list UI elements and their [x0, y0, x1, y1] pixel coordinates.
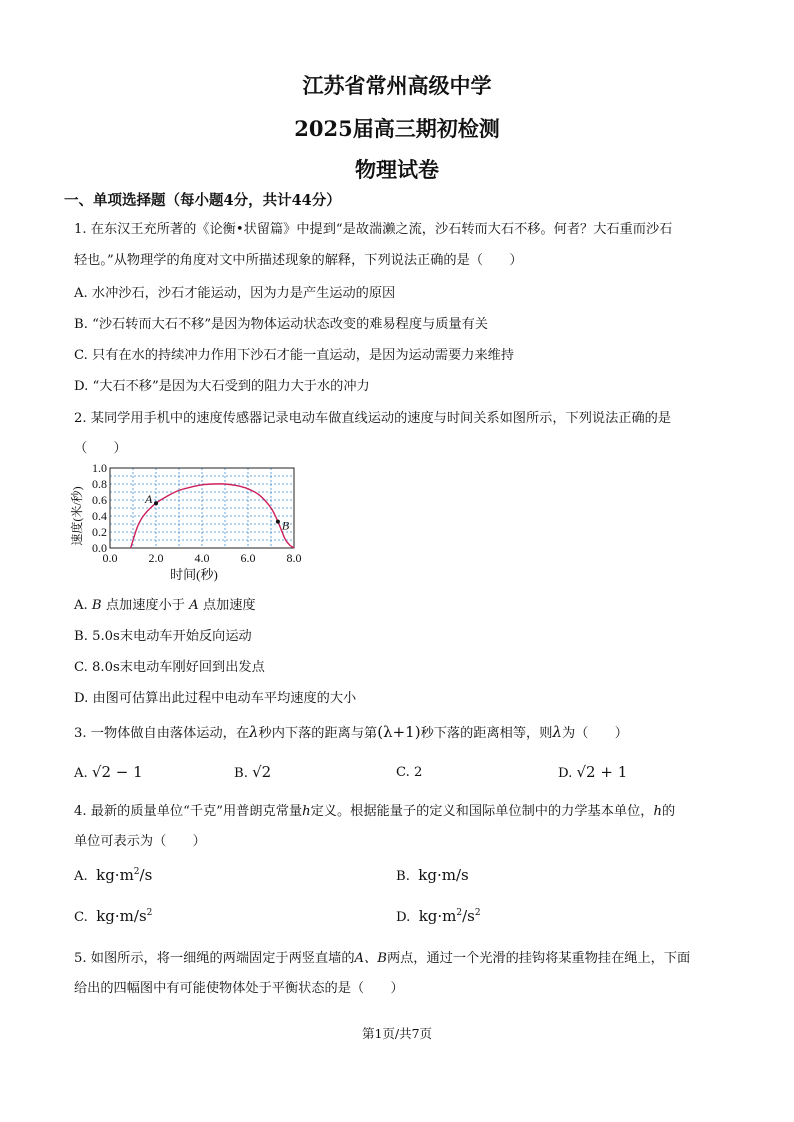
q3-stem-a: 3. 一物体做自由落体运动，在 [74, 726, 250, 741]
q3-option-d-label: D. [558, 766, 573, 781]
x-tick-label: 8.0 [286, 551, 302, 565]
subject-title: 物理试卷 [355, 157, 439, 182]
point-b [276, 520, 280, 524]
q5-stem-line1 [74, 947, 690, 966]
point-label-a: A [145, 492, 153, 507]
q4-option-d-value: $kg\cdot m^2/s^2$ [418, 907, 481, 925]
q1-stem-line1: 1. 在东汉王充所著的《论衡•状留篇》中提到“是故湍濑之流，沙石转而大石不移。何者？大石重而沙石 [74, 222, 673, 237]
q4-option-a-value: $kg\cdot m^2/s$ [96, 866, 153, 884]
q4-option-b [396, 866, 469, 884]
q2-option-d: D. 由图可估算出此过程中电动车平均速度的大小 [74, 691, 357, 706]
q5-ab: A、B [354, 951, 387, 966]
q4-stem-line1 [74, 800, 675, 819]
velocity-time-chart [72, 460, 312, 584]
q3-option-a-value: √2 − 1 [91, 763, 143, 781]
q2-option-a-prefix: A. [74, 598, 92, 613]
y-axis-label: 速度(米/秒) [70, 486, 84, 546]
q3-stem-b: 秒内下落的距离与第 [258, 726, 378, 741]
y-tick-label: 0.0 [92, 541, 107, 555]
q4-option-b-label: B. [396, 869, 410, 884]
q4-h-2: h [653, 804, 662, 819]
q2-option-a-var1: B [91, 598, 102, 613]
q1-option-a: A. 水冲沙石，沙石才能运动，因为力是产生运动的原因 [74, 286, 396, 301]
page-footer: 第1页/共7页 [361, 1026, 433, 1041]
q4-option-c-label: C. [74, 910, 88, 925]
x-tick-label: 4.0 [194, 551, 210, 565]
school-title: 江苏省常州高级中学 [302, 73, 492, 98]
q3-lambda-2: λ [552, 723, 562, 741]
q4-option-d-label: D. [396, 910, 411, 925]
y-tick-label: 1.0 [92, 461, 107, 475]
q5-stem-b: 两点，通过一个光滑的挂钩将某重物挂在绳上，下面 [386, 951, 691, 966]
q4-stem-a: 4. 最新的质量单位“千克”用普朗克常量 [74, 804, 303, 819]
point-a [154, 501, 158, 505]
q2-option-c: C. 8.0s末电动车刚好回到出发点 [74, 660, 265, 675]
q2-option-b: B. 5.0s末电动车开始反向运动 [74, 629, 252, 644]
q3-option-d [558, 763, 627, 781]
y-tick-label: 0.8 [92, 477, 107, 491]
x-tick-label: 2.0 [148, 551, 164, 565]
q3-stem-d: 为（ ） [561, 726, 628, 741]
q4-option-c [74, 907, 152, 925]
q4-option-a-label: A. [74, 869, 88, 884]
q4-option-c-value: $kg\cdot m/s^2$ [96, 907, 153, 925]
q4-stem-b: 定义。根据能量子的定义和国际单位制中的力学基本单位， [310, 804, 654, 819]
y-tick-label: 0.2 [92, 525, 107, 539]
q3-option-d-value: √2 + 1 [576, 763, 628, 781]
q3-stem [74, 722, 628, 741]
x-tick-label: 0.0 [102, 551, 118, 565]
q1-option-d: D. “大石不移”是因为大石受到的阻力大于水的冲力 [74, 379, 370, 394]
section-heading: 一、单项选择题（每小题4分，共计44分） [64, 192, 341, 209]
q2-option-a-mid: 点加速度小于 [101, 598, 190, 613]
q2-option-a [74, 594, 256, 613]
q1-option-c: C. 只有在水的持续冲力作用下沙石才能一直运动，是因为运动需要力来维持 [74, 348, 515, 363]
x-axis-label: 时间(秒) [170, 567, 218, 582]
q3-paren: (λ+1) [377, 723, 421, 741]
q3-option-a-label: A. [74, 766, 88, 781]
q1-option-b: B. “沙石转而大石不移”是因为物体运动状态改变的难易程度与质量有关 [74, 317, 488, 332]
y-tick-label: 0.4 [92, 509, 107, 523]
q4-stem-line2: 单位可表示为（ ） [74, 834, 206, 849]
q4-stem-c: 的 [661, 804, 676, 819]
q2-stem-line1: 2. 某同学用手机中的速度传感器记录电动车做直线运动的速度与时间关系如图所示，下列说法正确的是 [74, 411, 672, 426]
x-tick-label: 6.0 [240, 551, 256, 565]
q5-stem-line2: 给出的四幅图中有可能使物体处于平衡状态的是（ ） [74, 981, 404, 996]
q5-stem-a: 5. 如图所示，将一细绳的两端固定于两竖直墙的 [74, 951, 355, 966]
q2-option-a-var2: A [189, 598, 199, 613]
q4-option-b-value: kg·m/s [418, 866, 469, 884]
q3-option-b-label: B. [234, 766, 248, 781]
exam-title: 2025届高三期初检测 [294, 116, 500, 141]
q2-stem-line2: （ ） [74, 441, 127, 456]
q3-option-c: C. 2 [396, 765, 423, 780]
q4-h: h [302, 804, 311, 819]
q3-lambda: λ [249, 723, 259, 741]
q2-option-a-post: 点加速度 [198, 598, 256, 613]
q4-option-a [74, 866, 152, 884]
q1-stem-line2: 轻也。”从物理学的角度对文中所描述现象的解释，下列说法正确的是（ ） [74, 253, 523, 268]
q4-option-d [396, 907, 481, 925]
q3-option-a [74, 763, 143, 781]
y-tick-label: 0.6 [92, 493, 107, 507]
q3-option-b [234, 763, 271, 781]
q3-stem-c: 秒下落的距离相等，则 [420, 726, 553, 741]
q3-option-b-value: √2 [252, 763, 272, 781]
point-label-b: B [281, 518, 290, 533]
